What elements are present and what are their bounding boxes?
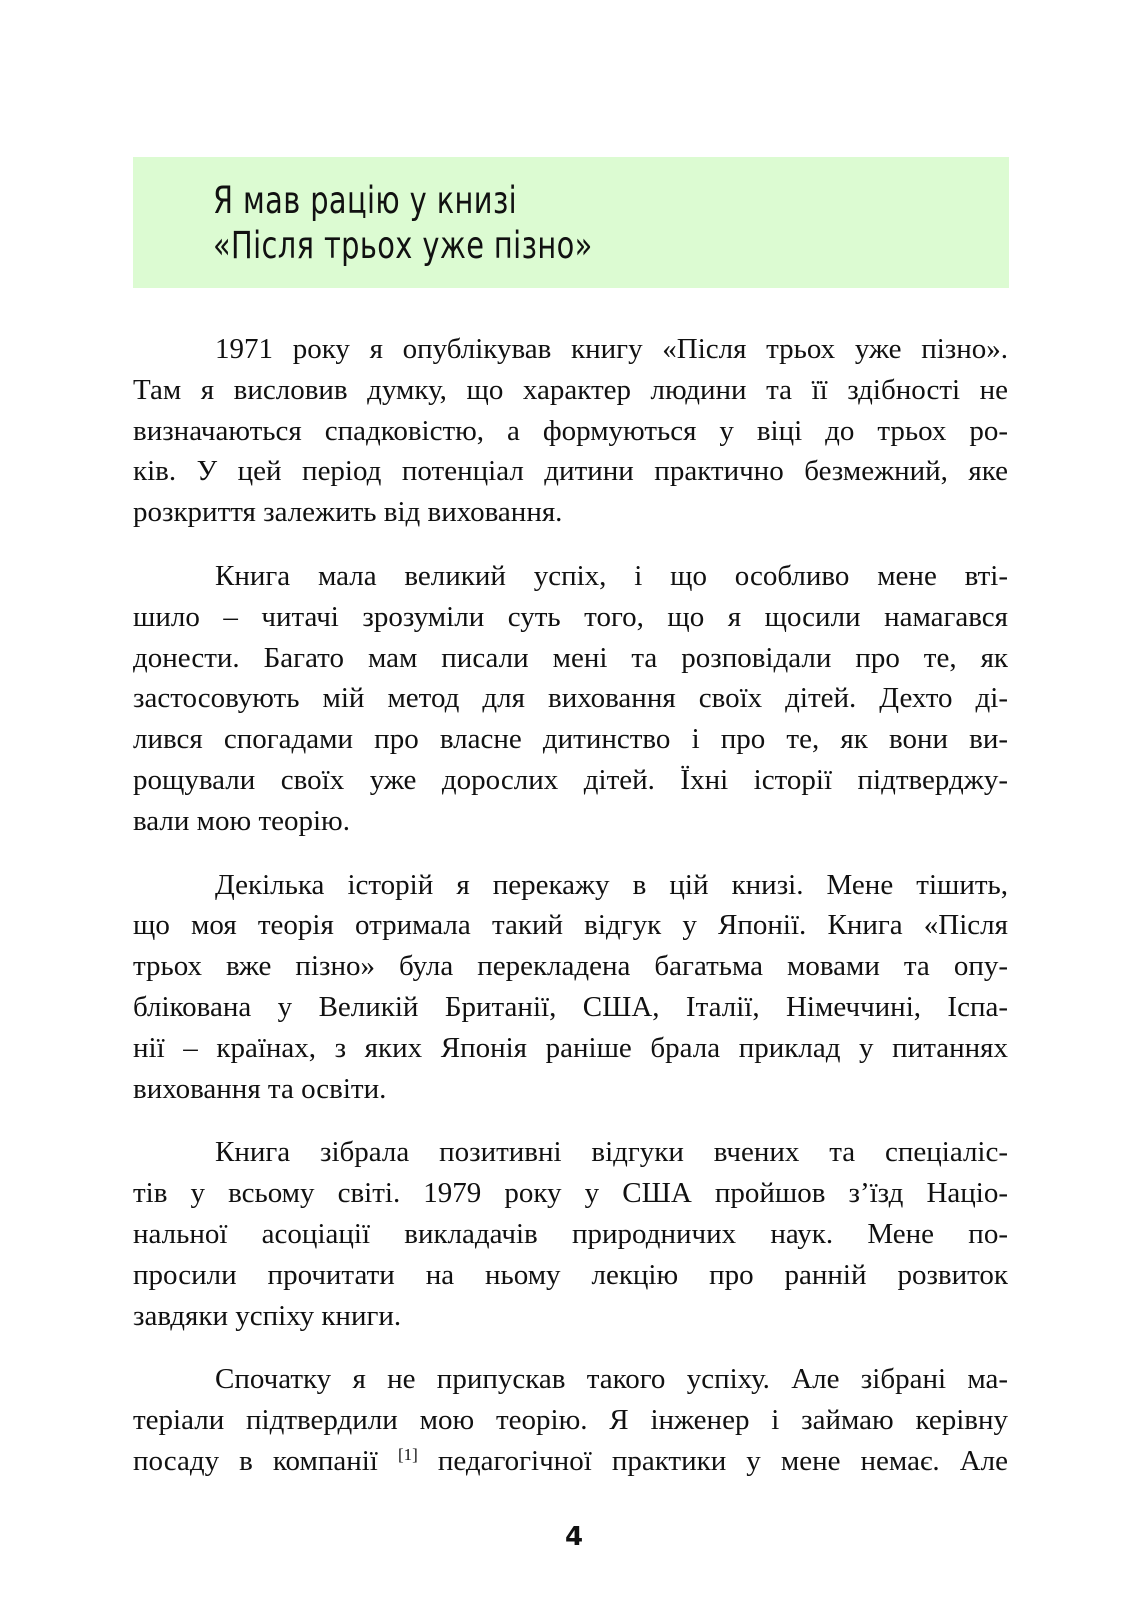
text-line bbox=[133, 411, 1008, 452]
text-line bbox=[133, 905, 1008, 946]
chapter-title-line-2: «Після трьох уже пізно» bbox=[213, 224, 593, 267]
text-line bbox=[133, 1255, 1008, 1296]
text-line bbox=[133, 760, 1008, 801]
paragraph-2 bbox=[133, 556, 1008, 842]
text-line bbox=[133, 1214, 1008, 1255]
text-line bbox=[133, 801, 1008, 842]
text-line-content: виховання та освіти. bbox=[133, 1072, 387, 1105]
text-line-content: розкриття залежить від виховання. bbox=[133, 496, 563, 529]
text-line bbox=[133, 556, 1008, 597]
text-line-content: нії – країнах, з яких Японія раніше брала приклад у питаннях bbox=[133, 1031, 1008, 1064]
text-line bbox=[133, 1296, 1008, 1337]
text-line-content: лився спогадами про власне дитинство і про те, як вони ви- bbox=[133, 723, 1008, 756]
text-line-content: трьох вже пізно» була перекладена багатьма мовами та опу- bbox=[133, 950, 1008, 983]
text-line bbox=[133, 1400, 1008, 1441]
paragraph-3 bbox=[133, 865, 1008, 1110]
text-line-content: блікована у Великій Британії, США, Італії, Німеччині, Іспа- bbox=[133, 990, 1008, 1023]
text-line-content: рощували своїх уже дорослих дітей. Їхні історії підтверджу- bbox=[133, 763, 1008, 796]
paragraph-5 bbox=[133, 1359, 1008, 1481]
text-line bbox=[133, 865, 1008, 906]
text-line-content: шило – читачі зрозуміли суть того, що я щосили намагався bbox=[133, 600, 1008, 633]
text-line bbox=[133, 719, 1008, 760]
text-line bbox=[133, 329, 1008, 370]
text-line-content: завдяки успіху книги. bbox=[133, 1299, 402, 1332]
text-segment: посаду в компанії bbox=[133, 1444, 398, 1477]
text-line bbox=[133, 1028, 1008, 1069]
text-line bbox=[133, 1069, 1008, 1110]
text-line-content: застосовують мій метод для виховання своїх дітей. Дехто ді- bbox=[133, 682, 1008, 715]
text-line-content: донести. Багато мам писали мені та розповідали про те, як bbox=[133, 641, 1008, 674]
chapter-title-box bbox=[133, 157, 1009, 288]
text-line bbox=[133, 946, 1008, 987]
text-line bbox=[133, 597, 1008, 638]
footnote-reference[interactable]: [1] bbox=[397, 1444, 418, 1464]
text-line-content: Книга мала великий успіх, і що особливо мене вті- bbox=[215, 559, 1008, 592]
text-line-content: теріали підтвердили мою теорію. Я інженер і займаю керівну bbox=[133, 1404, 1008, 1437]
text-line bbox=[133, 370, 1008, 411]
text-line-content: Декілька історій я перекажу в цій книзі. Мене тішить, bbox=[215, 868, 1008, 901]
text-line-content: тів у всьому світі. 1979 року у США пройшов з’їзд Націо- bbox=[133, 1177, 1008, 1210]
paragraph-4 bbox=[133, 1132, 1008, 1336]
text-line-content: ків. У цей період потенціал дитини практично безмежний, яке bbox=[133, 455, 1008, 488]
text-line-content: нальної асоціації викладачів природничих наук. Мене по- bbox=[133, 1217, 1008, 1250]
text-line-content: що моя теорія отримала такий відгук у Японії. Книга «Після bbox=[133, 909, 1008, 942]
text-line bbox=[133, 1132, 1008, 1173]
text-line-content: Там я висловив думку, що характер людини та її здібності не bbox=[133, 373, 1008, 406]
text-line-content: визначаються спадковістю, а формуються у віці до трьох ро- bbox=[133, 414, 1008, 447]
text-line-content: вали мою теорію. bbox=[133, 804, 350, 837]
text-line bbox=[133, 451, 1008, 492]
body-text bbox=[133, 329, 1008, 1505]
text-line-content: 1971 року я опублікував книгу «Після трьох уже пізно». bbox=[215, 333, 1008, 365]
text-line bbox=[133, 492, 1008, 533]
text-line-content: Спочатку я не припускав такого успіху. Але зібрані ма- bbox=[215, 1363, 1008, 1396]
text-line bbox=[133, 987, 1008, 1028]
chapter-title-line-1: Я мав рацію у книзі bbox=[213, 179, 518, 222]
text-line bbox=[133, 678, 1008, 719]
text-line bbox=[133, 1359, 1008, 1400]
text-segment: педагогічної практики у мене немає. Але bbox=[417, 1444, 1008, 1477]
text-line-content bbox=[133, 1441, 1008, 1482]
text-line bbox=[133, 1173, 1008, 1214]
text-line bbox=[133, 1441, 1008, 1482]
text-line bbox=[133, 638, 1008, 679]
paragraph-1 bbox=[133, 329, 1008, 533]
text-line-content: Книга зібрала позитивні відгуки вчених та спеціаліс- bbox=[215, 1136, 1008, 1169]
page-number: 4 bbox=[565, 1522, 584, 1552]
text-line-content: просили прочитати на ньому лекцію про ранній розвиток bbox=[133, 1258, 1008, 1291]
